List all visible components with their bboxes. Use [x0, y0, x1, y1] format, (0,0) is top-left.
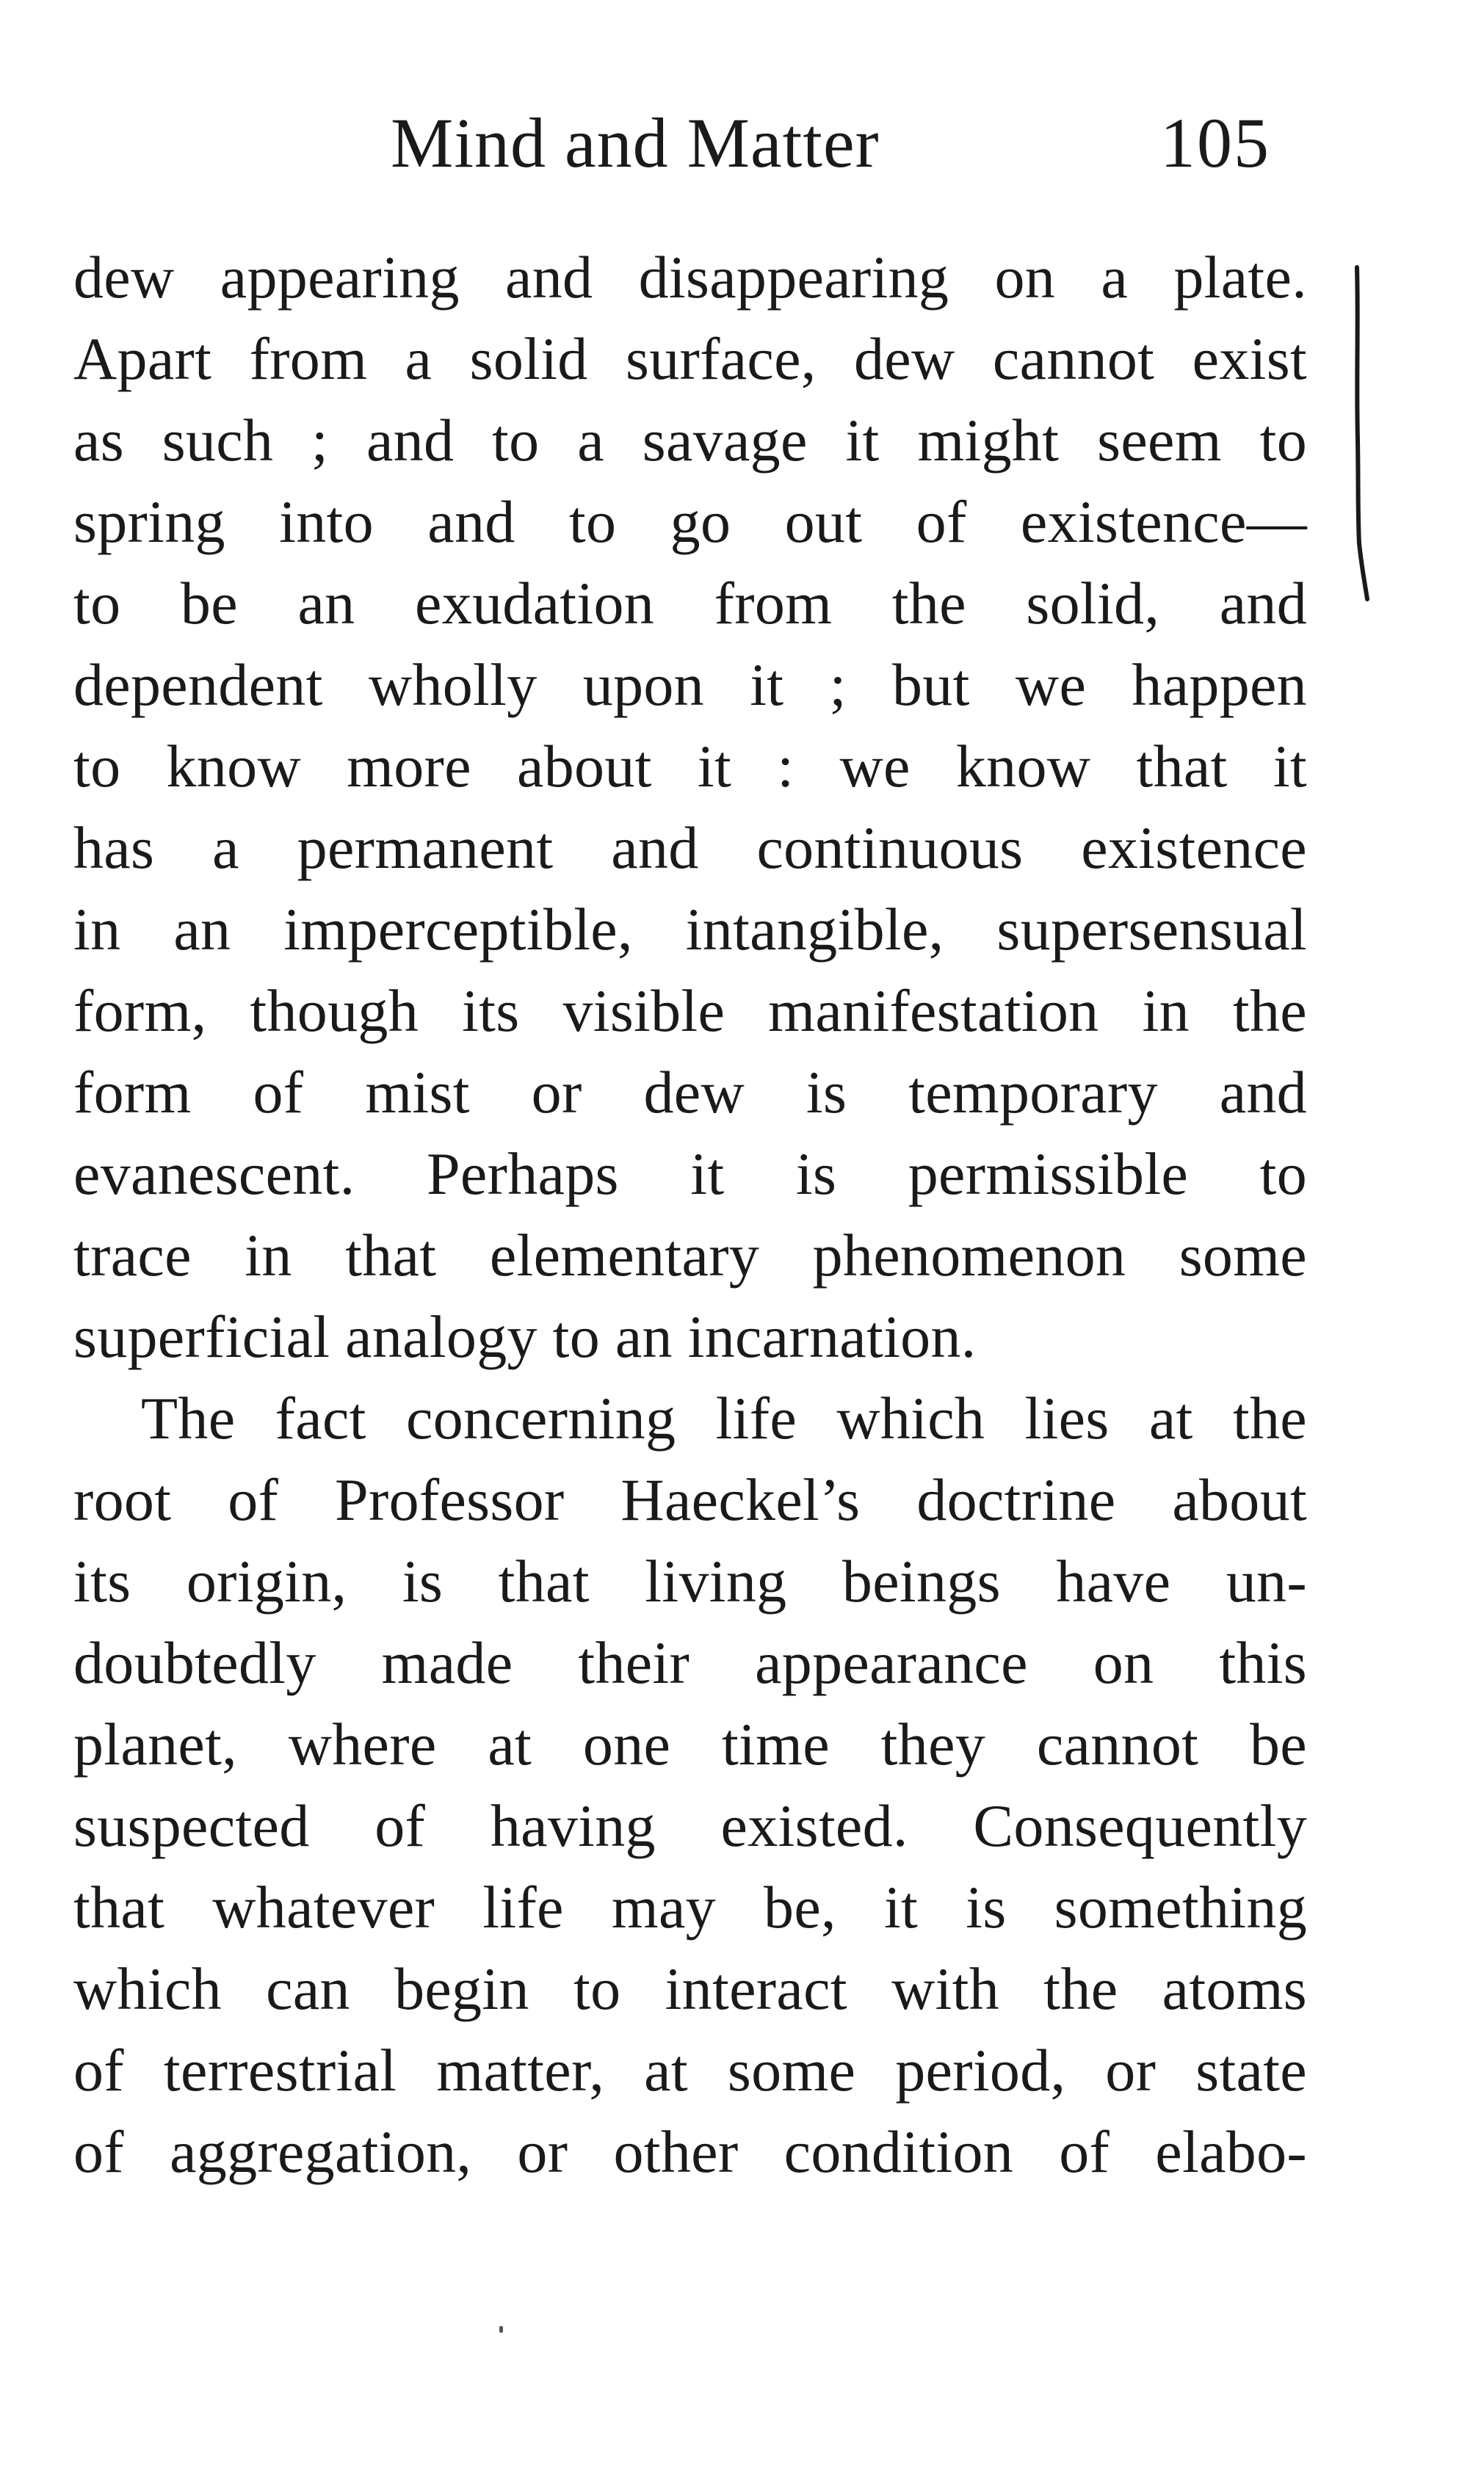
margin-marking-line	[1350, 264, 1372, 602]
page-number: 105	[1160, 104, 1270, 182]
text-line: has a permanent and continuous existence	[73, 814, 1307, 881]
running-title: Mind and Matter	[391, 104, 880, 182]
text-line: The fact concerning life which lies at the	[141, 1385, 1307, 1452]
text-line: suspected of having existed. Consequently	[73, 1792, 1307, 1859]
text-line: which can begin to interact with the atoms	[73, 1955, 1307, 2022]
text-line: trace in that elementary phenomenon some	[73, 1222, 1307, 1289]
text-line: root of Professor Haeckel’s doctrine about	[73, 1466, 1307, 1533]
text-line: to be an exudation from the solid, and	[73, 570, 1307, 637]
text-line: evanescent. Perhaps it is permissible to	[73, 1140, 1307, 1207]
text-line: as such ; and to a savage it might seem to	[73, 407, 1307, 474]
text-line: spring into and to go out of existence—	[73, 488, 1307, 555]
text-line: to know more about it : we know that it	[73, 733, 1307, 800]
paper-speck	[499, 2326, 503, 2333]
text-line: form of mist or dew is temporary and	[73, 1059, 1307, 1126]
text-line: form, though its visible manifestation in the	[73, 977, 1307, 1044]
text-line: that whatever life may be, it is something	[73, 1874, 1307, 1941]
running-head	[0, 103, 1484, 184]
text-line: its origin, is that living beings have un-	[73, 1548, 1307, 1615]
text-line: superficial analogy to an incarnation.	[73, 1303, 977, 1370]
text-line: doubtedly made their appearance on this	[73, 1629, 1307, 1696]
text-line: dependent wholly upon it ; but we happen	[73, 651, 1307, 718]
text-line: dew appearing and disappearing on a plate.	[73, 244, 1307, 311]
body-text	[73, 236, 1307, 2192]
text-line: of aggregation, or other condition of elabo-	[73, 2118, 1307, 2185]
text-line: of terrestrial matter, at some period, or state	[73, 2037, 1307, 2104]
text-line: in an imperceptible, intangible, supersensual	[73, 896, 1307, 963]
text-line: planet, where at one time they cannot be	[73, 1711, 1307, 1778]
text-line: Apart from a solid surface, dew cannot exist	[73, 325, 1307, 392]
